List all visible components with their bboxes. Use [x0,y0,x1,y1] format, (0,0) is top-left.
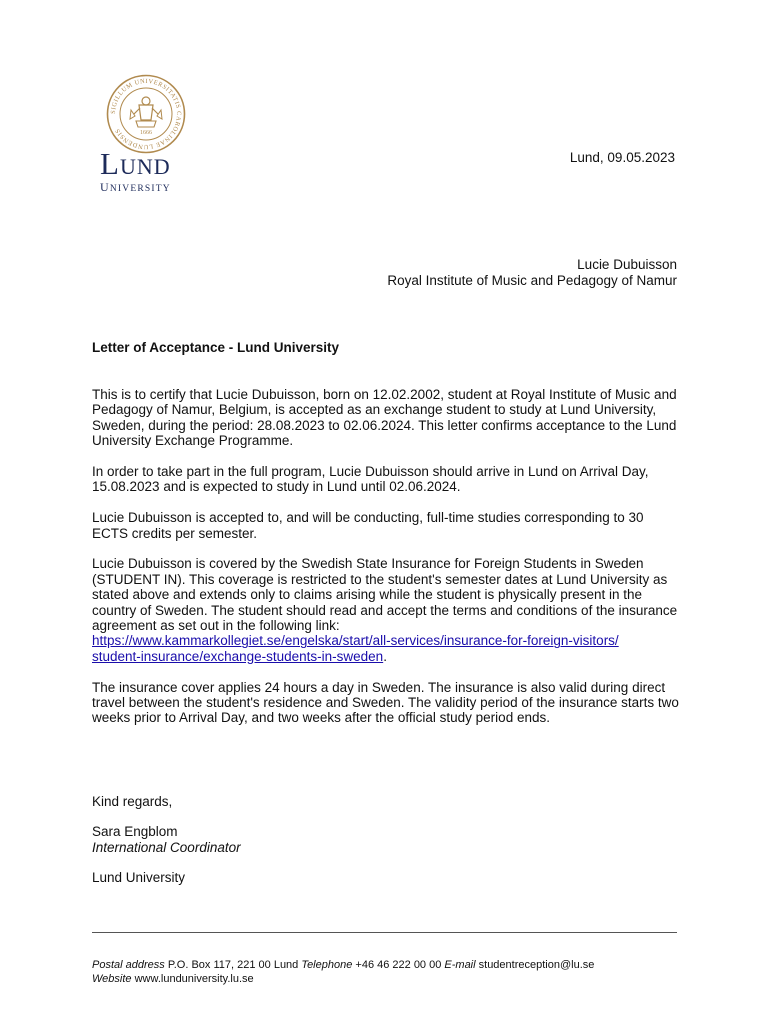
letter-body [92,387,682,741]
signer-organization: Lund University [92,870,186,885]
svg-text:SIGILLUM UNIVERSITATIS CAROLIN [110,78,182,150]
letter-subject: Letter of Acceptance - Lund University [92,340,340,355]
closing-block [92,794,241,886]
body-paragraph-insurance-cover: The insurance cover applies 24 hours a day in Sweden. The insurance is also valid during direct travel between the student's residence and Sweden. The validity period of the insurance starts two weeks prior to Arrival Day, and two weeks after the official study period ends. [92,679,679,726]
body-paragraph-certification: This is to certify that Lucie Dubuisson, born on 12.02.2002, student at Royal Institute of Music and Pedagogy of Namur, Belgium, is accepted as an exchange student to study at Lund University, Sweden, during the period: 28.08.2023 to 02.06.2024. This letter confirms acceptance to the Lund University Exchange Programme. [92,387,677,449]
body-paragraph-insurance: Lucie Dubuisson is covered by the Swedish State Insurance for Foreign Students in Sweden (STUDENT IN). This coverage is restricted to the student's semester dates at Lund University as stated above and extends only to claims arising while the student is physically present in the country of Sweden. The student should read and accept the terms and conditions of the insurance agreement as set out in the following link: https://www.kammarkollegiet.se/engelska/start/all-services/insurance-for-foreign-visitors/ student-insurance/exchange-students-in-sweden. [92,556,678,664]
footer-contact [92,958,594,986]
closing-regards: Kind regards, [92,794,173,809]
footer-line-1: Postal address P.O. Box 117, 221 00 Lund Telephone +46 46 222 00 00 E-mail studentreception@lu.se [92,959,595,971]
footer-email: studentreception@lu.se [475,959,595,971]
recipient-block [387,257,677,289]
wordmark-university: UNIVERSITY [100,180,171,194]
body-paragraph-credits: Lucie Dubuisson is accepted to, and will be conducting, full-time studies corresponding to 30 ECTS credits per semester. [92,510,644,541]
footer-line-2: Website www.lunduniversity.lu.se [92,973,254,985]
footer-divider [92,932,677,933]
recipient-institution: Royal Institute of Music and Pedagogy of Namur [387,273,677,288]
letter-date: Lund, 09.05.2023 [569,150,675,165]
insurance-text: Lucie Dubuisson is covered by the Swedish State Insurance for Foreign Students in Sweden (STUDENT IN). This coverage is restricted to the student's semester dates at Lund University as stated above and extends only to claims arising while the student is physically present in the country of Sweden. The student should read and accept the terms and conditions of the insurance agreement as set out in the following link: [92,556,678,634]
body-paragraph-arrival: In order to take part in the full program, Lucie Dubuisson should arrive in Lund on Arrival Day, 15.08.2023 and is expected to study in Lund until 02.06.2024. [92,464,649,495]
recipient-name: Lucie Dubuisson [577,257,677,272]
footer-website: www.lunduniversity.lu.se [131,973,254,985]
wordmark-lund: LUND [100,146,171,181]
lund-university-logo [100,74,194,192]
signer-name: Sara Engblom [92,824,178,839]
seal-legend: SIGILLUM UNIVERSITATIS CAROLINAE LUNDENSIS [109,77,183,151]
insurance-link[interactable]: https://www.kammarkollegiet.se/engelska/start/all-services/insurance-for-foreign-visitors/ student-insurance/exchange-students-in-sweden [92,633,619,664]
university-seal-icon [106,74,186,154]
signer-title: International Coordinator [92,840,241,855]
seal-year: 1666 [140,130,152,136]
